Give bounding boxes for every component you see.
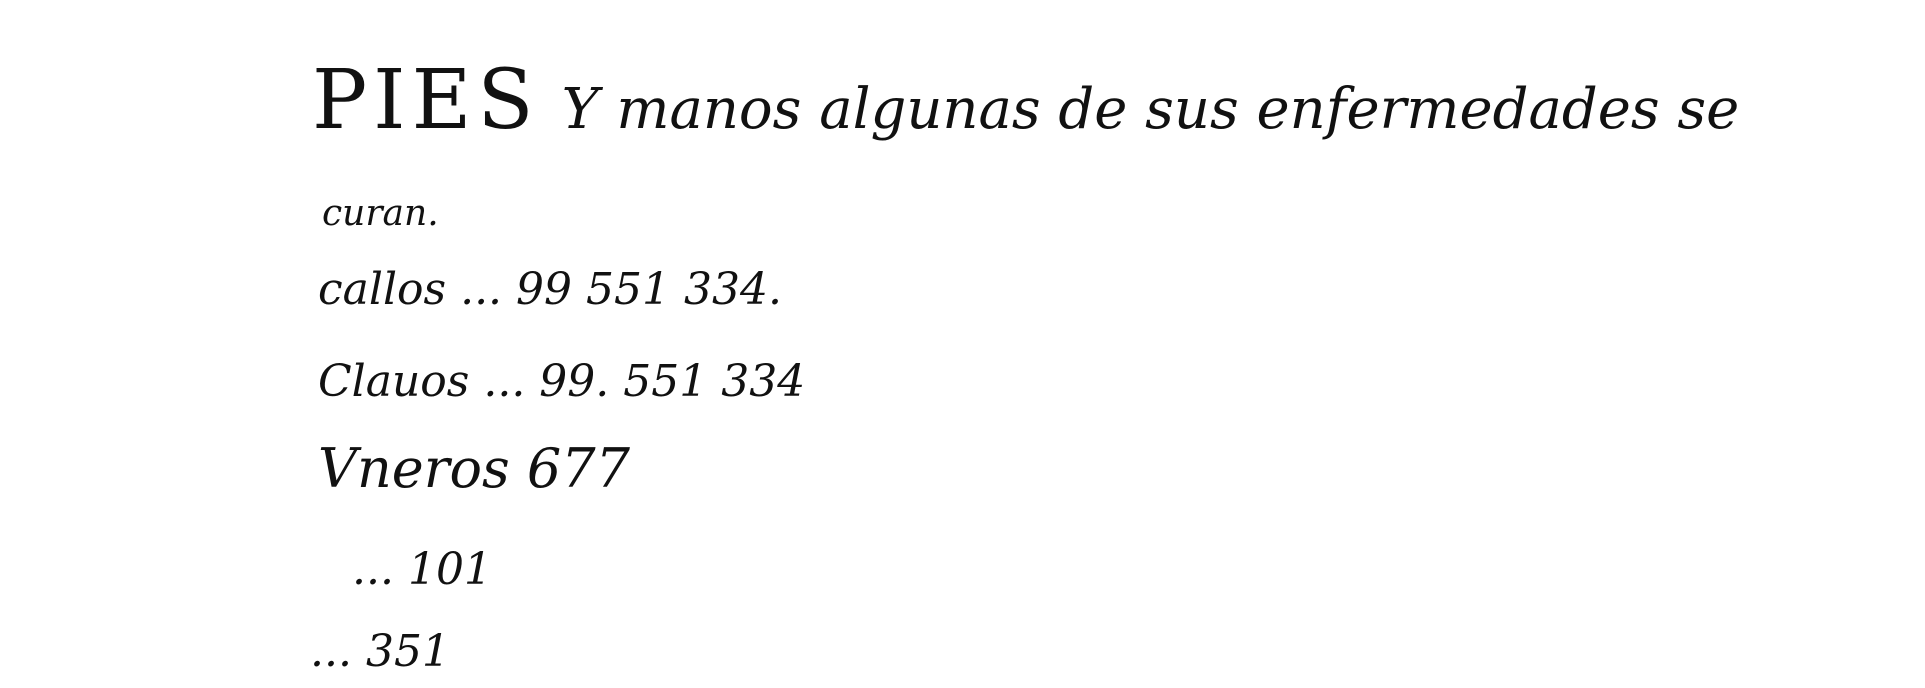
text-line-clauos: Clauos ... 99. 551 334: [318, 356, 806, 407]
heading-line: [312, 53, 1740, 148]
heading-rest: Y manos algunas de sus enfermedades se: [561, 77, 1740, 142]
text-line-curan: curan.: [322, 193, 439, 234]
text-line-101: ... 101: [352, 544, 492, 595]
heading-caps: PIES: [312, 53, 540, 148]
text-line-vneros: Vneros 677: [318, 437, 631, 500]
text-line-351: ... 351: [310, 626, 450, 677]
text-line-callos: callos ... 99 551 334.: [318, 264, 782, 315]
